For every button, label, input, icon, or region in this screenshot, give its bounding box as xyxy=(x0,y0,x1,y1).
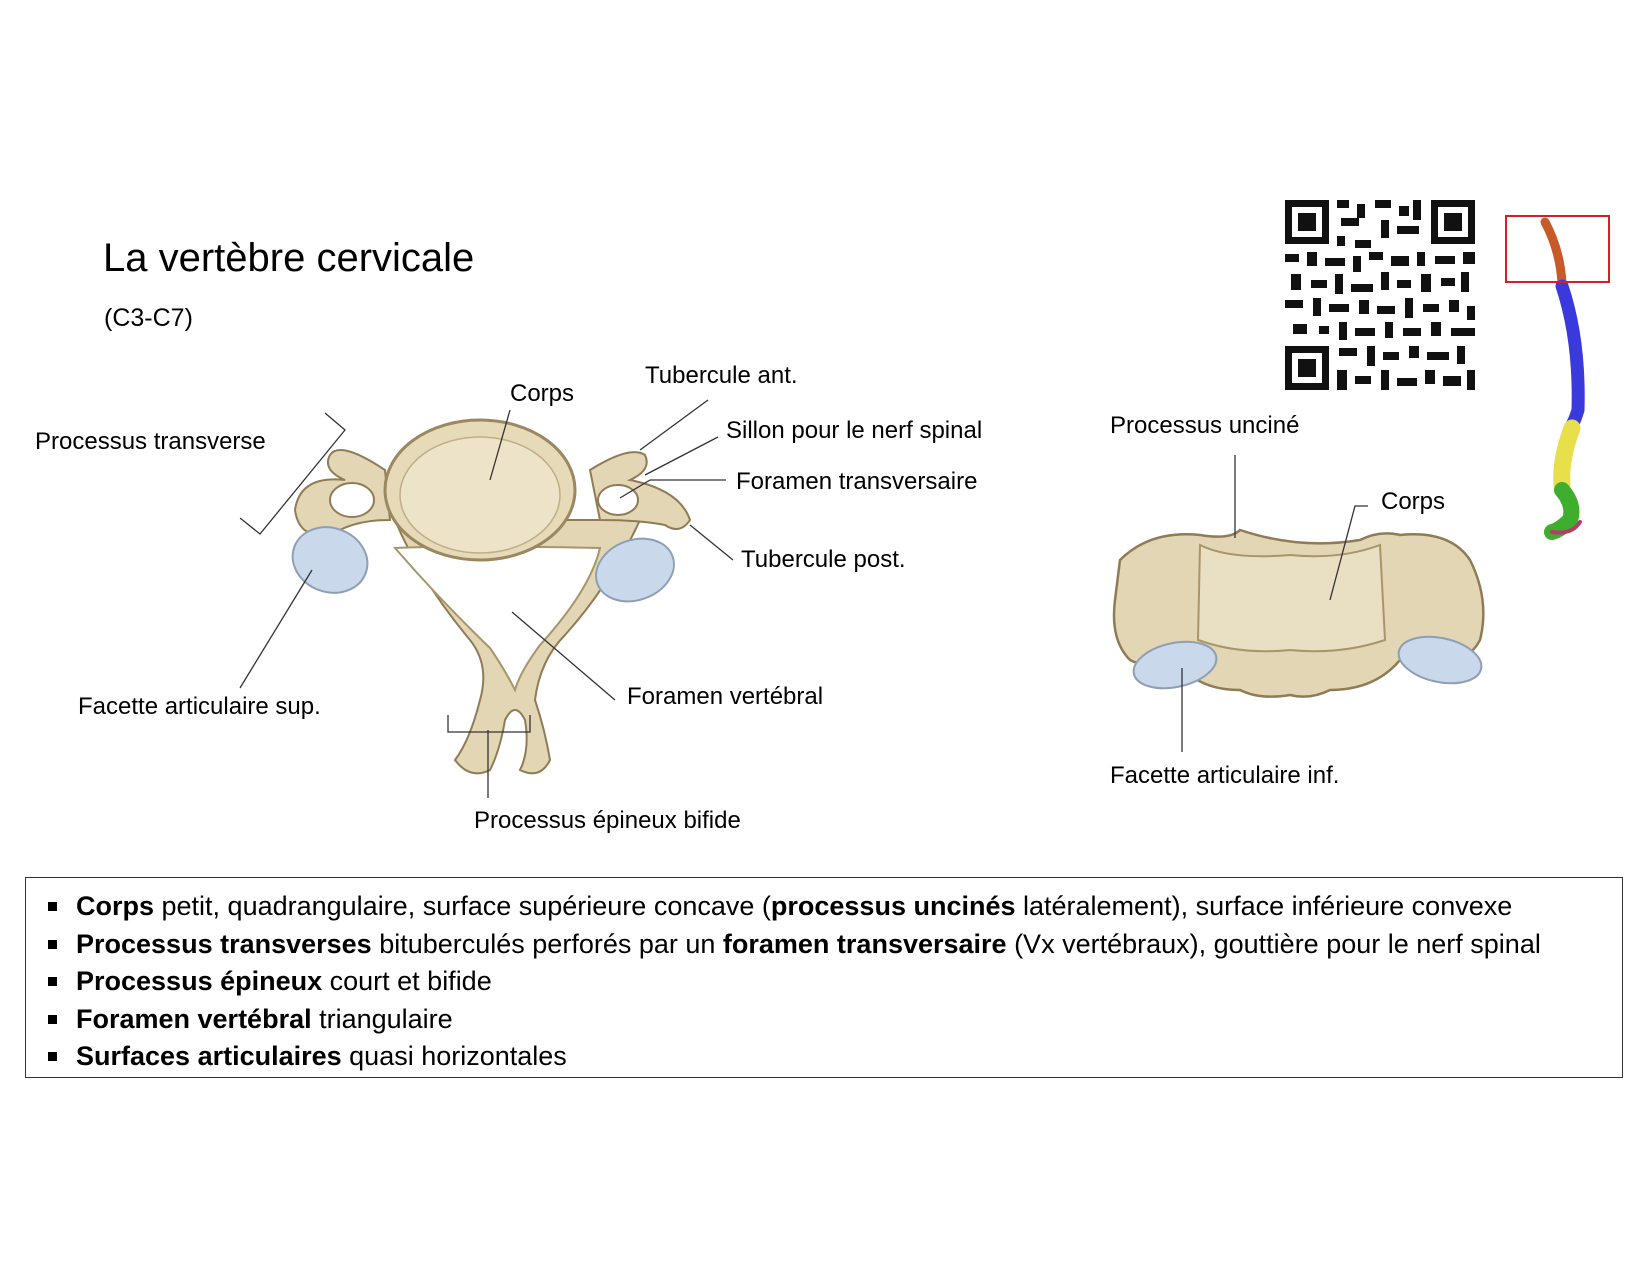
summary-text: latéralement), surface inférieure convexe xyxy=(1015,891,1513,921)
qr-code-image xyxy=(1285,200,1475,390)
summary-item xyxy=(48,926,1622,964)
label-processus-epineux-bifide: Processus épineux bifide xyxy=(474,807,741,834)
summary-term: Surfaces articulaires xyxy=(76,1041,342,1071)
summary-box xyxy=(25,877,1623,1078)
summary-text: bituberculés perforés par un xyxy=(371,928,723,959)
summary-item xyxy=(48,963,1622,1001)
summary-term: Processus transverses xyxy=(76,928,372,959)
label-tubercule-ant: Tubercule ant. xyxy=(645,362,798,389)
page-subtitle: (C3-C7) xyxy=(104,304,193,332)
label-sillon-nerf-spinal: Sillon pour le nerf spinal xyxy=(726,417,983,444)
spine-thumbnail-image xyxy=(1506,216,1609,533)
label-foramen-vertebral: Foramen vertébral xyxy=(627,683,824,710)
label-foramen-transversaire: Foramen transversaire xyxy=(736,468,978,495)
summary-text: (Vx vertébraux), gouttière pour le nerf spinal xyxy=(1006,928,1541,959)
summary-term: Corps xyxy=(76,891,155,921)
summary-text: petit, quadrangulaire, surface supérieure concave ( xyxy=(154,891,771,921)
summary-term: Foramen vertébral xyxy=(76,1003,312,1034)
superior-view-vertebra-image xyxy=(283,420,690,773)
label-corps-anterior: Corps xyxy=(1381,488,1446,515)
label-facette-articulaire-sup: Facette articulaire sup. xyxy=(78,693,321,720)
label-processus-transverse: Processus transverse xyxy=(35,428,266,455)
summary-term: processus uncinés xyxy=(770,891,1016,921)
summary-term: foramen transversaire xyxy=(722,928,1007,959)
summary-list xyxy=(26,878,1622,1076)
summary-text: triangulaire xyxy=(311,1003,453,1034)
summary-item xyxy=(48,888,1622,926)
label-processus-uncine: Processus unciné xyxy=(1110,412,1300,439)
summary-item xyxy=(48,1038,1622,1076)
summary-text: quasi horizontales xyxy=(341,1041,567,1071)
anterior-view-vertebra-image xyxy=(1114,530,1486,697)
summary-text: court et bifide xyxy=(322,966,492,996)
label-corps-superior: Corps xyxy=(510,380,575,407)
label-facette-articulaire-inf: Facette articulaire inf. xyxy=(1110,762,1340,789)
summary-item xyxy=(48,1001,1622,1039)
summary-term: Processus épineux xyxy=(76,966,323,996)
page-title: La vertèbre cervicale xyxy=(103,236,475,280)
label-tubercule-post: Tubercule post. xyxy=(741,546,906,573)
